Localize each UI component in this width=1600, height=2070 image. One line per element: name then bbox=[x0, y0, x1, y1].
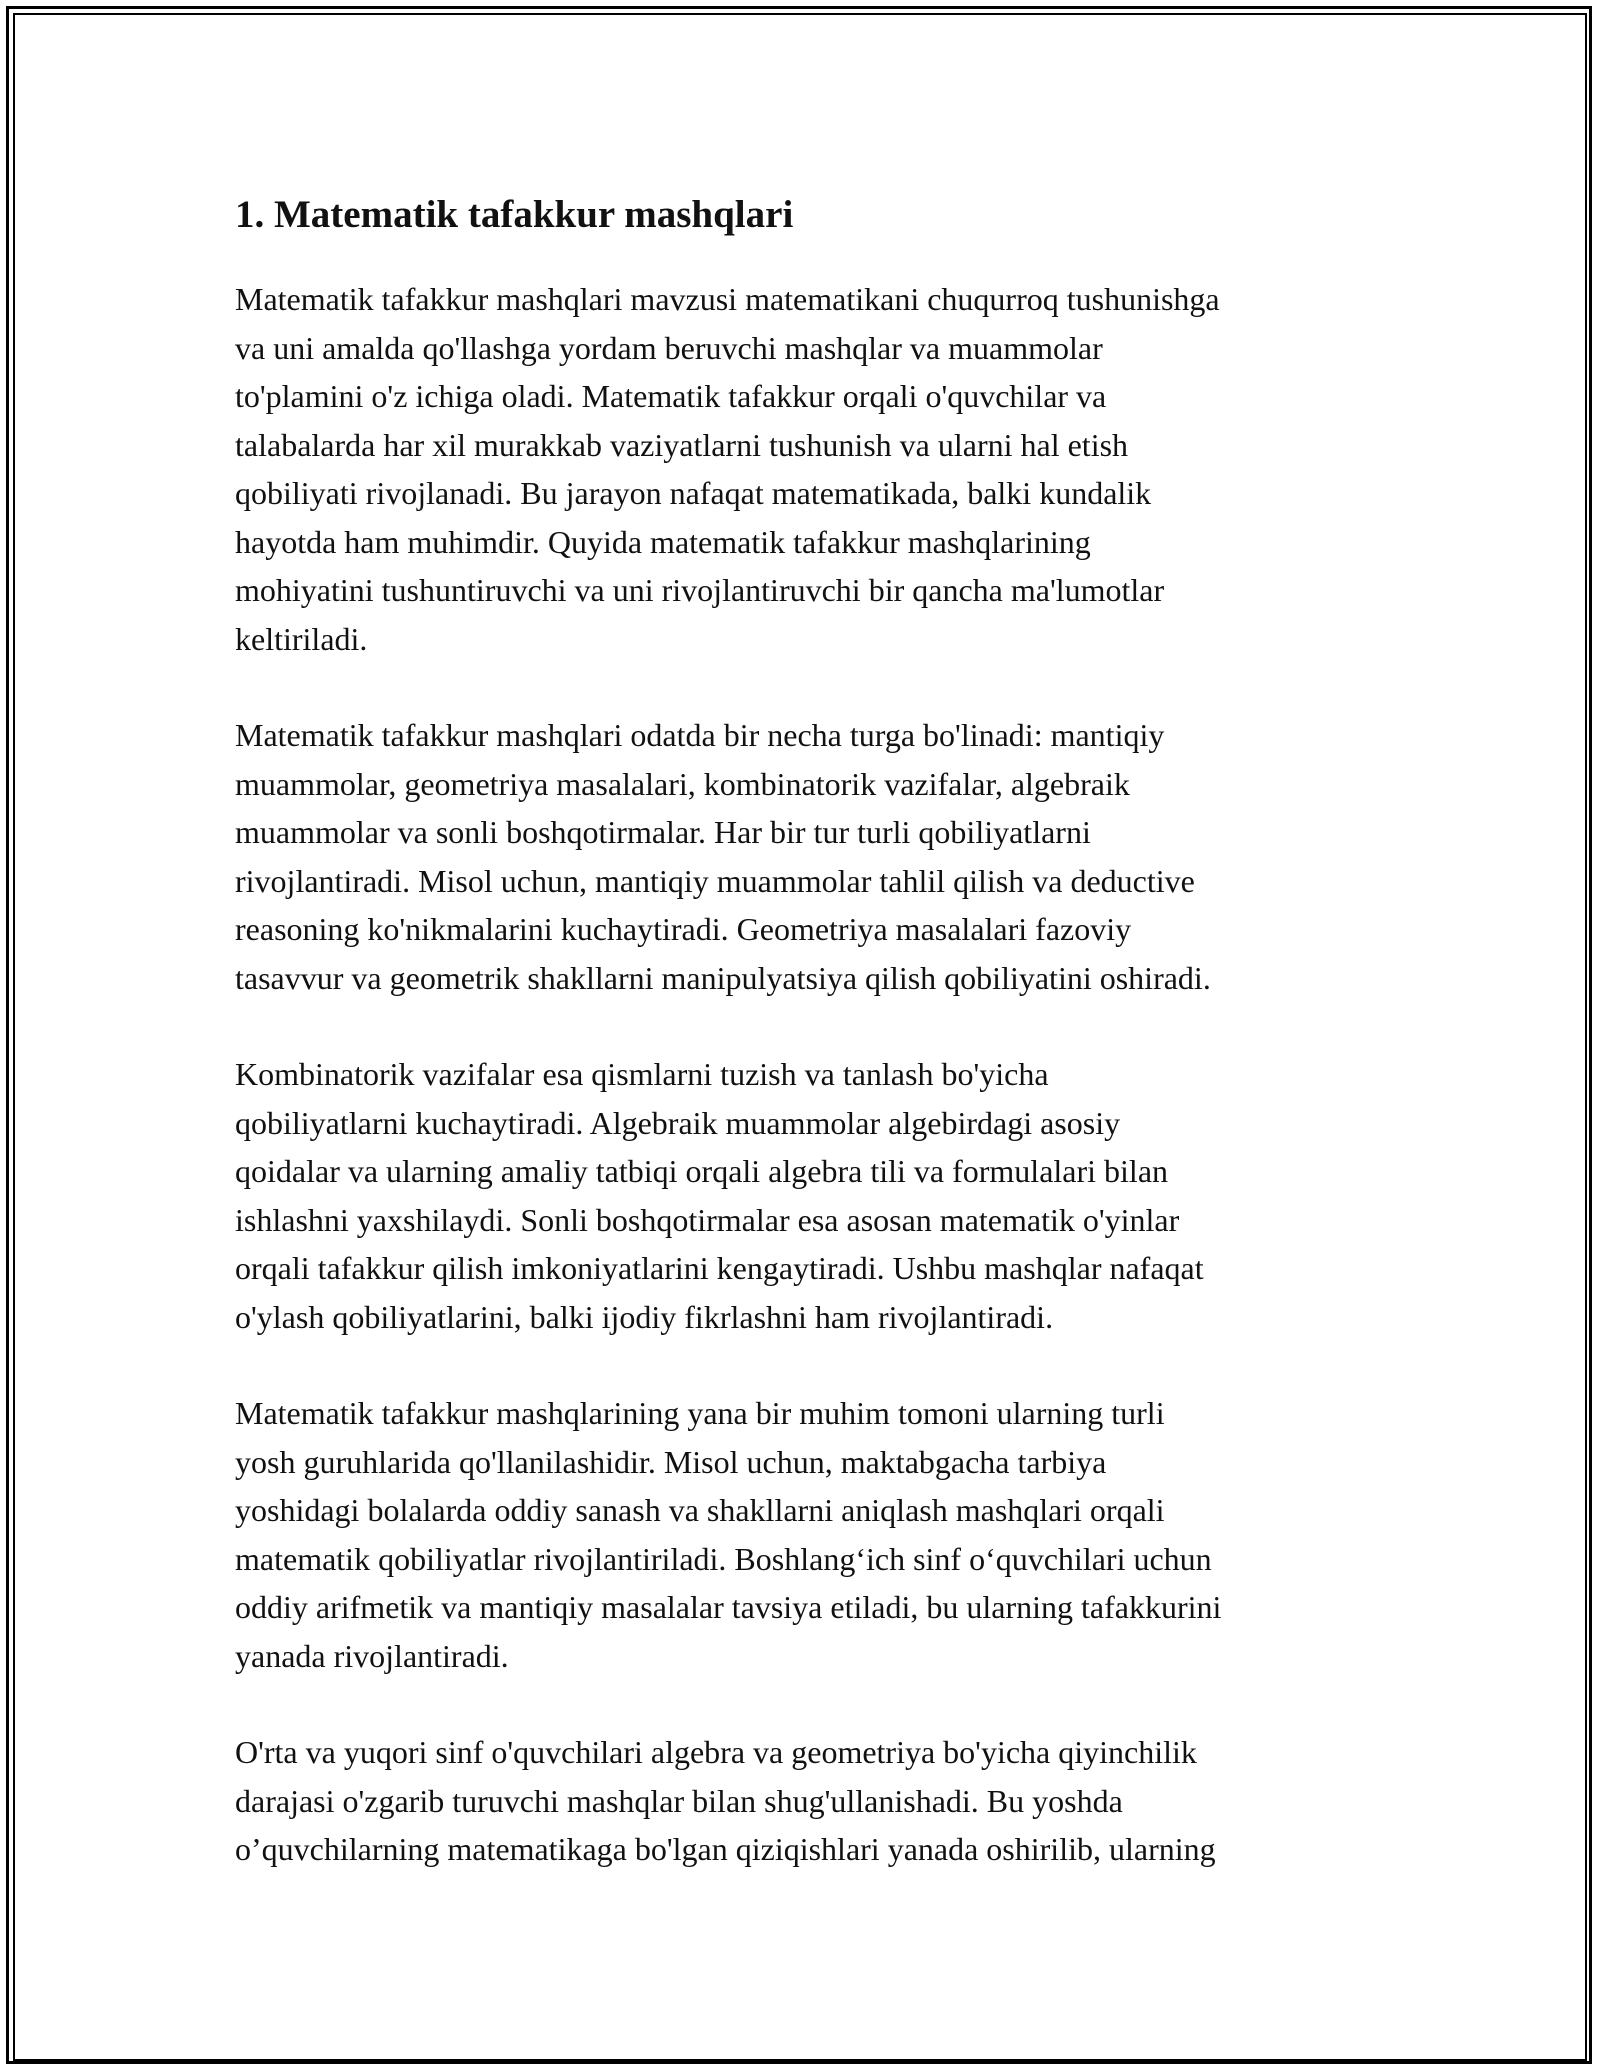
line: darajasi o'zgarib turuvchi mashqlar bilan shug'ullanishadi. Bu yoshda bbox=[235, 1782, 1123, 1819]
line: tasavvur va geometrik shakllarni manipulyatsiya qilish qobiliyatini oshiradi. bbox=[235, 959, 1211, 996]
line: o’quvchilarning matematikaga bo'lgan qiziqishlari yanada oshirilib, ularning bbox=[235, 1831, 1216, 1867]
line: muammolar va sonli boshqotirmalar. Har bir tur turli qobiliyatlarni bbox=[235, 814, 1091, 850]
document-body bbox=[235, 185, 1385, 1922]
line: o'ylash qobiliyatlarini, balki ijodiy fikrlashni ham rivojlantiradi. bbox=[235, 1298, 1054, 1335]
line: Matematik tafakkur mashqlari mavzusi matematikani chuqurroq tushunishga bbox=[235, 281, 1220, 317]
line: qobiliyatlarni kuchaytiradi. Algebraik muammolar algebirdagi asosiy bbox=[235, 1104, 1121, 1141]
line: ishlashni yaxshilaydi. Sonli boshqotirmalar esa asosan matematik o'yinlar bbox=[235, 1201, 1180, 1238]
line: matematik qobiliyatlar rivojlantiriladi. Boshlang‘ich sinf o‘quvchilari uchun bbox=[235, 1540, 1212, 1577]
line: yanada rivojlantiradi. bbox=[235, 1637, 509, 1674]
section-heading: 1. Matematik tafakkur mashqlari bbox=[235, 193, 794, 236]
line: orqali tafakkur qilish imkoniyatlarini kengaytiradi. Ushbu mashqlar nafaqat bbox=[235, 1250, 1204, 1286]
line: rivojlantiradi. Misol uchun, mantiqiy muammolar tahlil qilish va deductive bbox=[235, 862, 1195, 899]
line: Kombinatorik vazifalar esa qismlarni tuzish va tanlash bo'yicha bbox=[235, 1056, 1049, 1092]
line: talabalarda har xil murakkab vaziyatlarni tushunish va ularni hal etish bbox=[235, 426, 1129, 463]
paragraph-1 bbox=[235, 275, 1385, 663]
paragraph-3 bbox=[235, 1050, 1385, 1341]
line: keltiriladi. bbox=[235, 620, 368, 657]
line: mohiyatini tushuntiruvchi va uni rivojlantiruvchi bir qancha ma'lumotlar bbox=[235, 572, 1165, 608]
line: qoidalar va ularning amaliy tatbiqi orqali algebra tili va formulalari bilan bbox=[235, 1153, 1169, 1189]
line: va uni amalda qo'llashga yordam beruvchi mashqlar va muammolar bbox=[235, 329, 1103, 366]
line: Matematik tafakkur mashqlari odatda bir necha turga bo'linadi: mantiqiy bbox=[235, 717, 1165, 753]
line: reasoning ko'nikmalarini kuchaytiradi. Geometriya masalalari fazoviy bbox=[235, 911, 1132, 947]
line: Matematik tafakkur mashqlarining yana bir muhim tomoni ularning turli bbox=[235, 1395, 1165, 1431]
line: hayotda ham muhimdir. Quyida matematik tafakkur mashqlarining bbox=[235, 523, 1091, 560]
paragraph-2 bbox=[235, 711, 1385, 1002]
line: O'rta va yuqori sinf o'quvchilari algebra va geometriya bo'yicha qiyinchilik bbox=[235, 1734, 1197, 1770]
paragraph-4 bbox=[235, 1389, 1385, 1680]
line: oddiy arifmetik va mantiqiy masalalar tavsiya etiladi, bu ularning tafakkurini bbox=[235, 1589, 1222, 1625]
line: yosh guruhlarida qo'llanilashidir. Misol uchun, maktabgacha tarbiya bbox=[235, 1443, 1107, 1480]
line: to'plamini o'z ichiga oladi. Matematik tafakkur orqali o'quvchilar va bbox=[235, 378, 1107, 414]
paragraph-5 bbox=[235, 1728, 1385, 1874]
line: yoshidagi bolalarda oddiy sanash va shakllarni aniqlash mashqlari orqali bbox=[235, 1492, 1165, 1528]
line: muammolar, geometriya masalalari, kombinatorik vazifalar, algebraik bbox=[235, 765, 1130, 802]
line: qobiliyati rivojlanadi. Bu jarayon nafaqat matematikada, balki kundalik bbox=[235, 475, 1152, 511]
